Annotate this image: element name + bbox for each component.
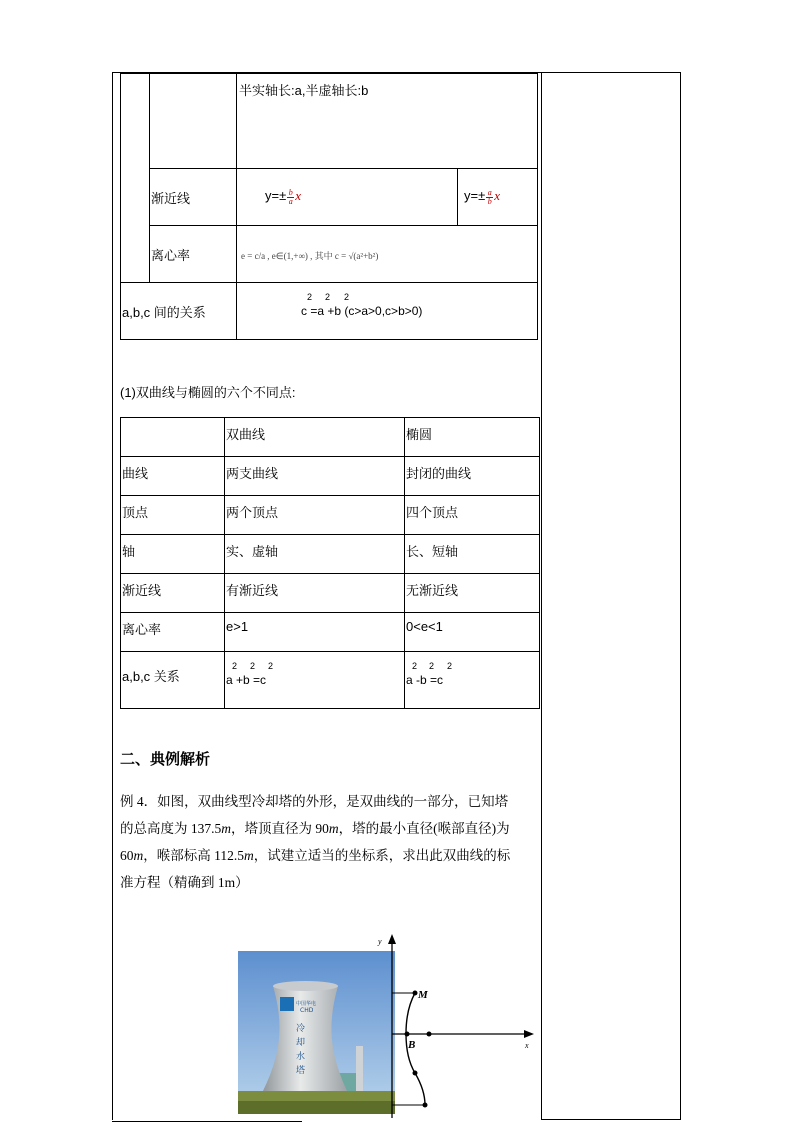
comparison-table bbox=[120, 417, 540, 709]
svg-text:塔: 塔 bbox=[296, 1066, 306, 1076]
hyperbola-diagram bbox=[370, 930, 540, 1120]
y-axis-arrow bbox=[388, 934, 396, 944]
comparison-cell: 2 2 2 a -b =c bbox=[405, 652, 540, 709]
asymptote-label: 渐近线 bbox=[150, 169, 237, 226]
comparison-row-label: 轴 bbox=[121, 535, 225, 574]
comparison-cell: 实、虚轴 bbox=[225, 535, 405, 574]
eccentricity-formula: e = c/a , e∈(1,+∞) , 其中 c = √(a²+b²) bbox=[241, 250, 379, 261]
example-paragraph: 例 4．如图，双曲线型冷却塔的外形，是双曲线的一部分，已知塔 的总高度为 137.5m，塔顶直径为 90m，塔的最小直径(喉部直径)为 60m，喉部标高 112.5m，试建立适当的坐标系，求出此双曲线的标 准方程（精确到 1m） bbox=[120, 794, 511, 890]
comparison-cell: 封闭的曲线 bbox=[405, 457, 540, 496]
asymptote-right-cell: y=± $\frac{a}{b}$ x bbox=[458, 169, 538, 226]
point-bottom bbox=[423, 1103, 428, 1108]
comparison-cell: 长、短轴 bbox=[405, 535, 540, 574]
frame-middle-border bbox=[541, 72, 542, 1120]
x-axis-label: x bbox=[525, 1041, 529, 1050]
comparison-row-label: a,b,c 关系 bbox=[121, 652, 225, 709]
hyperbola-relation: a +b =c bbox=[226, 673, 267, 687]
frame-bottom-border bbox=[541, 1119, 681, 1120]
comparison-cell: e>1 bbox=[225, 613, 405, 652]
comparison-cell: 两支曲线 bbox=[225, 457, 405, 496]
hyperbola-curve-lower bbox=[415, 1073, 425, 1105]
axis-length-text: 半实轴长:a,半虚轴长:b bbox=[239, 83, 369, 98]
comparison-row-label: 离心率 bbox=[121, 613, 225, 652]
y-axis-label: y bbox=[378, 937, 382, 946]
svg-text:冷: 冷 bbox=[296, 1024, 306, 1034]
point-focus bbox=[427, 1032, 432, 1037]
comparison-cell: 四个顶点 bbox=[405, 496, 540, 535]
relation-formula: c =a +b (c>a>0,c>b>0) bbox=[301, 304, 423, 318]
table1-blank-cell bbox=[121, 74, 150, 283]
hyperbola-properties-table bbox=[120, 73, 538, 340]
svg-text:水: 水 bbox=[296, 1052, 306, 1062]
axis-length-cell bbox=[237, 74, 538, 169]
svg-text:CHD: CHD bbox=[300, 1007, 314, 1014]
frame-right-border bbox=[680, 72, 681, 1120]
comparison-header-hyperbola: 双曲线 bbox=[225, 418, 405, 457]
svg-text:却: 却 bbox=[296, 1038, 306, 1048]
comparison-header-blank bbox=[121, 418, 225, 457]
label-m: M bbox=[418, 989, 428, 1001]
comparison-intro: (1)双曲线与椭圆的六个不同点: bbox=[120, 385, 296, 400]
asymptote-right-fraction: $\frac{a}{b}$ bbox=[487, 187, 492, 206]
point-m bbox=[413, 991, 418, 996]
relation-label: a,b,c 间的关系 bbox=[121, 283, 237, 340]
comparison-row-label: 曲线 bbox=[121, 457, 225, 496]
relation-formula-cell: 2 2 2 c =a +b (c>a>0,c>b>0) bbox=[237, 283, 538, 340]
comparison-cell: 2 2 2 a +b =c bbox=[225, 652, 405, 709]
label-b: B bbox=[408, 1039, 416, 1051]
comparison-cell: 两个顶点 bbox=[225, 496, 405, 535]
table1-blank-label bbox=[150, 74, 237, 169]
comparison-cell: 无渐近线 bbox=[405, 574, 540, 613]
comparison-row-label: 顶点 bbox=[121, 496, 225, 535]
eccentricity-label: 离心率 bbox=[150, 226, 237, 283]
frame-left-border bbox=[112, 72, 113, 1120]
x-axis-arrow bbox=[524, 1030, 534, 1038]
eccentricity-formula-cell bbox=[237, 226, 538, 283]
comparison-cell: 有渐近线 bbox=[225, 574, 405, 613]
comparison-cell: 0<e<1 bbox=[405, 613, 540, 652]
comparison-header-ellipse: 椭圆 bbox=[405, 418, 540, 457]
comparison-row-label: 渐近线 bbox=[121, 574, 225, 613]
ellipse-relation: a -b =c bbox=[406, 673, 444, 687]
asymptote-left-cell: y=± $\frac{b}{a}$ x bbox=[237, 169, 458, 226]
point-lower bbox=[413, 1071, 418, 1076]
frame-bottom-border-left bbox=[112, 1121, 302, 1122]
asymptote-left-fraction: $\frac{b}{a}$ bbox=[288, 187, 293, 206]
section-heading: 二、典例解析 bbox=[120, 751, 211, 768]
svg-text:中国华电: 中国华电 bbox=[296, 1001, 317, 1007]
point-b bbox=[405, 1032, 410, 1037]
